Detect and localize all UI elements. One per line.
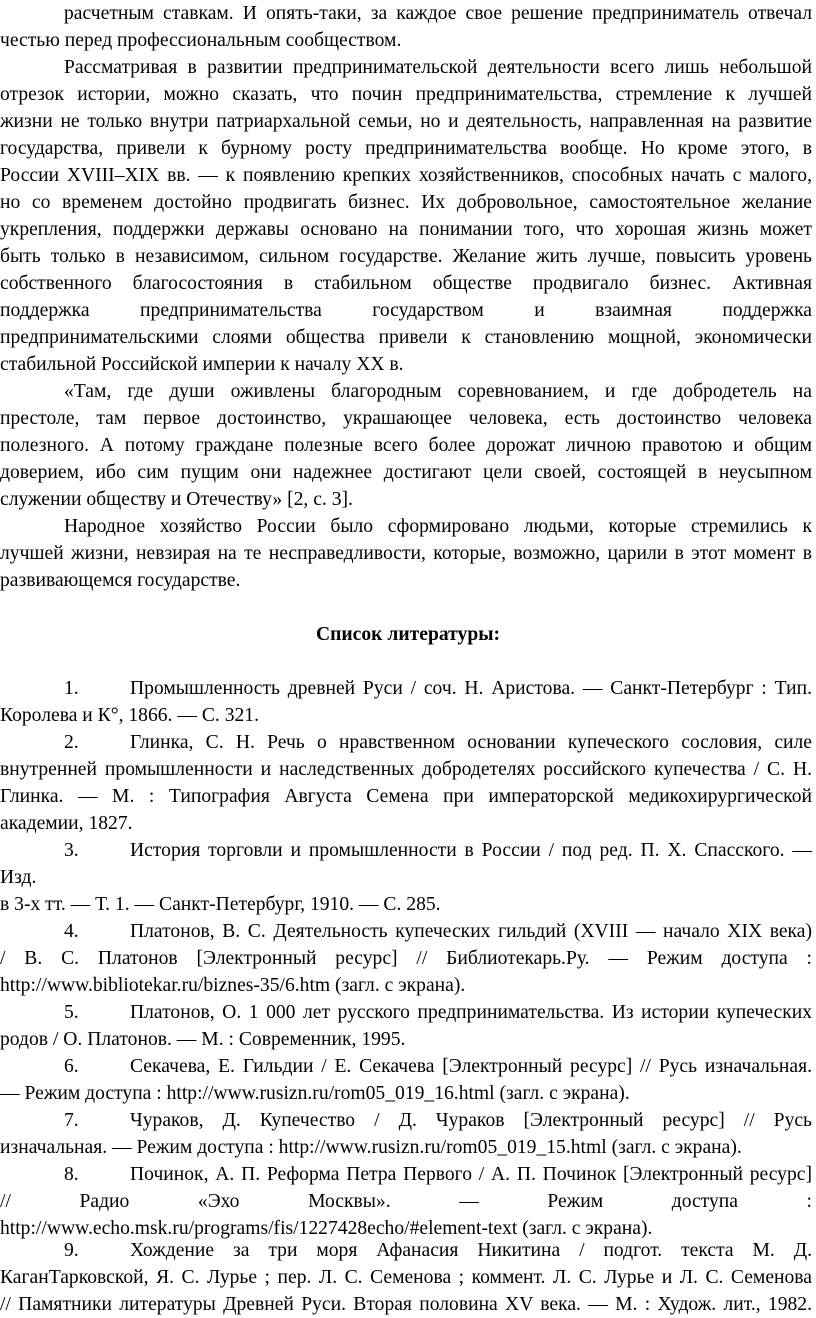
- reference-number: 2.: [64, 732, 79, 753]
- body-text-line: но со временем достойно продвигать бизнес. Их добровольное, самостоятельное желание: [0, 192, 812, 213]
- reference-text-line: http://www.bibliotekar.ru/biznes-35/6.htm (загл. с экрана).: [0, 975, 466, 996]
- reference-text-line: Глинка. — М. : Типография Августа Семена при императорской медикохирургической: [0, 786, 812, 807]
- reference-text-line: История торговли и промышленности в России / под ред. П. Х. Спасского. —: [130, 840, 812, 861]
- reference-text-line: // Радио «Эхо Москвы». — Режим доступа :: [0, 1191, 812, 1212]
- reference-text-line: Глинка, С. Н. Речь о нравственном основании купеческого сословия, силе: [130, 732, 812, 753]
- references-heading: Список литературы:: [315, 624, 501, 645]
- reference-number: 4.: [64, 921, 79, 942]
- reference-text-line: родов / О. Платонов. — М. : Современник, 1995.: [0, 1029, 406, 1050]
- body-text-line: Народное хозяйство России было сформировано людьми, которые стремились к: [64, 516, 812, 537]
- body-text-line: собственного благосостояния в стабильном обществе продвигало бизнес. Активная: [0, 273, 812, 294]
- reference-number: 8.: [64, 1164, 79, 1185]
- body-text-line: жизни не только внутри патриархальной семьи, но и деятельность, направленная на развитие: [0, 111, 812, 132]
- body-text-line: быть только в независимом, сильном государстве. Желание жить лучше, повысить уровень: [0, 246, 812, 267]
- reference-text-line: внутренней промышленности и наследственных добродетелях российского купечества / С. Н.: [0, 759, 812, 780]
- reference-text-line: http://www.echo.msk.ru/programs/fis/1227428echo/#element-text (загл. с экрана).: [0, 1218, 653, 1239]
- body-text-line: укрепления, поддержки державы основано на понимании того, что хорошая жизнь может: [0, 219, 812, 240]
- reference-text-line: Промышленность древней Руси / соч. Н. Аристова. — Санкт-Петербург : Тип.: [130, 678, 812, 699]
- reference-text-line: КаганТарковской, Я. С. Лурье ; пер. Л. С. Семенова ; коммент. Л. С. Лурье и Л. С. Семенова: [0, 1267, 812, 1288]
- reference-number: 7.: [64, 1110, 79, 1131]
- body-text-line: государства, привели к бурному росту предпринимательства вообще. Но кроме этого, в: [0, 138, 812, 159]
- reference-text-line: Королева и К°, 1866. — С. 321.: [0, 705, 260, 726]
- reference-text-line: Изд.: [0, 867, 37, 888]
- body-text-line: расчетным ставкам. И опять-таки, за каждое свое решение предприниматель отвечал: [64, 3, 812, 24]
- quote-text-line: «Там, где души оживлены благородным соревнованием, и где добродетель на: [64, 381, 812, 402]
- body-text-line: Рассматривая в развитии предпринимательской деятельности всего лишь небольшой: [64, 57, 812, 78]
- body-text-line: отрезок истории, можно сказать, что почин предпринимательства, стремление к лучшей: [0, 84, 812, 105]
- reference-number: 3.: [64, 840, 79, 861]
- reference-text-line: Хождение за три моря Афанасия Никитина / подгот. текста М. Д.: [130, 1240, 812, 1261]
- reference-text-line: академии, 1827.: [0, 813, 133, 834]
- body-text-line: России XVIII–XIX вв. — к появлению крепких хозяйственников, способных начать с малого,: [0, 165, 812, 186]
- reference-text-line: в 3-х тт. — Т. 1. — Санкт-Петербург, 1910. — С. 285.: [0, 894, 441, 915]
- quote-text-line: служении обществу и Отечеству» [2, с. 3].: [0, 489, 353, 510]
- reference-number: 5.: [64, 1002, 79, 1023]
- reference-text-line: // Памятники литературы Древней Руси. Вторая половина XV века. — М. : Худож. лит., 1982.: [0, 1294, 812, 1315]
- reference-number: 6.: [64, 1056, 79, 1077]
- reference-number: 1.: [64, 678, 79, 699]
- reference-text-line: Чураков, Д. Купечество / Д. Чураков [Электронный ресурс] // Русь: [130, 1110, 812, 1131]
- quote-text-line: престоле, там первое достоинство, украшающее человека, есть достоинство человека: [0, 408, 812, 429]
- quote-text-line: полезного. А потому граждане полезные всего более дорожат личною правотою и общим: [0, 435, 812, 456]
- body-text-line: развивающемся государстве.: [0, 570, 241, 591]
- body-text-line: предпринимательскими слоями общества привели к становлению мощной, экономически: [0, 327, 812, 348]
- body-text-line: честью перед профессиональным сообществом.: [0, 30, 402, 51]
- reference-text-line: изначальная. — Режим доступа : http://www.rusizn.ru/rom05_019_15.html (загл. с экрана).: [0, 1137, 742, 1158]
- quote-text-line: доверием, ибо сим пущим они надежнее достигают цели своей, состоящей в неусыпном: [0, 462, 812, 483]
- body-text-line: лучшей жизни, невзирая на те несправедливости, которые, возможно, царили в этот момент в: [0, 543, 812, 564]
- body-text-line: поддержка предпринимательства государством и взаимная поддержка: [0, 300, 812, 321]
- reference-text-line: / В. С. Платонов [Электронный ресурс] // Библиотекарь.Ру. — Режим доступа :: [0, 948, 812, 969]
- reference-number: 9.: [64, 1240, 79, 1261]
- reference-text-line: Платонов, О. 1 000 лет русского предпринимательства. Из истории купеческих: [130, 1002, 812, 1023]
- reference-text-line: Починок, А. П. Реформа Петра Первого / А. П. Починок [Электронный ресурс]: [130, 1164, 812, 1185]
- reference-text-line: — Режим доступа : http://www.rusizn.ru/rom05_019_16.html (загл. с экрана).: [0, 1083, 630, 1104]
- reference-text-line: Платонов, В. С. Деятельность купеческих гильдий (XVIII — начало XIX века): [130, 921, 812, 942]
- reference-text-line: Секачева, Е. Гильдии / Е. Секачева [Электронный ресурс] // Русь изначальная.: [130, 1056, 812, 1077]
- body-text-line: стабильной Российской империи к началу XX в.: [0, 354, 404, 375]
